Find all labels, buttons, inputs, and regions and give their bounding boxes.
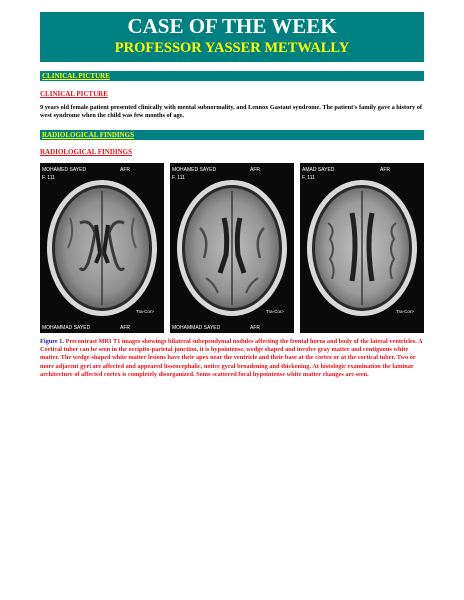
figure-caption-label: Figure 1.	[40, 338, 65, 345]
mri-scan-2	[170, 163, 294, 333]
scan-3-top-label: AMAD SAYED	[302, 167, 335, 173]
scan-2-corner-label: Tra-Cor>	[266, 309, 284, 314]
scan-2-top-right-label: AFR	[250, 167, 260, 173]
radiological-findings-bar-label: RADIOLOGICAL FINDINGS	[42, 131, 134, 139]
radiological-findings-heading: RADIOLOGICAL FINDINGS	[40, 148, 132, 156]
scan-1-corner-label: Tra-Cor>	[136, 309, 154, 314]
mri-scan-1	[40, 163, 164, 333]
scan-2-left-label: F. 111	[172, 175, 185, 181]
figure-caption	[40, 338, 424, 379]
radiological-findings-bar	[40, 130, 424, 140]
scan-1-bottom-label: MOHAMMAD SAYED	[42, 325, 91, 331]
clinical-picture-text: 9 years old female patient presented clinically with mental subnormality, and Lennox Gastaut syndrome. The patient's family gave a history of west syndrome when the child was few months of age.	[40, 104, 423, 120]
scan-1-top-label: MOHAMED SAYED	[42, 167, 87, 173]
page-title: CASE OF THE WEEK	[127, 14, 337, 38]
scan-3-top-right-label: AFR	[380, 167, 390, 173]
scan-2-bottom-right-label: AFR	[250, 325, 260, 331]
scan-3-left-label: F. 111	[302, 175, 315, 181]
clinical-picture-bar	[40, 71, 424, 81]
clinical-picture-heading: CLINICAL PICTURE	[40, 90, 108, 98]
page-subtitle: PROFESSOR YASSER METWALLY	[114, 40, 350, 56]
scan-2-top-label: MOHAMED SAYED	[172, 167, 217, 173]
scan-1-bottom-right-label: AFR	[120, 325, 130, 331]
clinical-picture-bar-label: CLINICAL PICTURE	[42, 72, 110, 80]
title-banner	[40, 12, 424, 62]
scan-2-bottom-label: MOHAMMAD SAYED	[172, 325, 221, 331]
scan-3-corner-label: Tra-Cor>	[396, 309, 414, 314]
mri-figure	[40, 163, 424, 333]
figure-caption-text: Precontrast MRI T1 images showings bilateral subependymal nodules affecting the frontal horns and body of the lateral ventricles. A Cortical tuber can be seen in the occipito-parietal junction, it is hypointense, wedge shaped and involve gray matter and contiguous white matter. The wedge-shaped white matter lesions have their apex near the ventricle and their base at the cortex or at the cortical tuber. Two or more adjacent gyri are affected and appeared lissencephalic, notice gyral broadening and thickening. At histologic examination the laminar architecture of affected cortex is completely disorganized. Some scattered focal hypointense white matter changes are seen.	[40, 338, 423, 378]
scan-1-top-right-label: AFR	[120, 167, 130, 173]
scan-1-left-label: F. 111	[42, 175, 55, 181]
mri-scan-3	[300, 163, 424, 333]
